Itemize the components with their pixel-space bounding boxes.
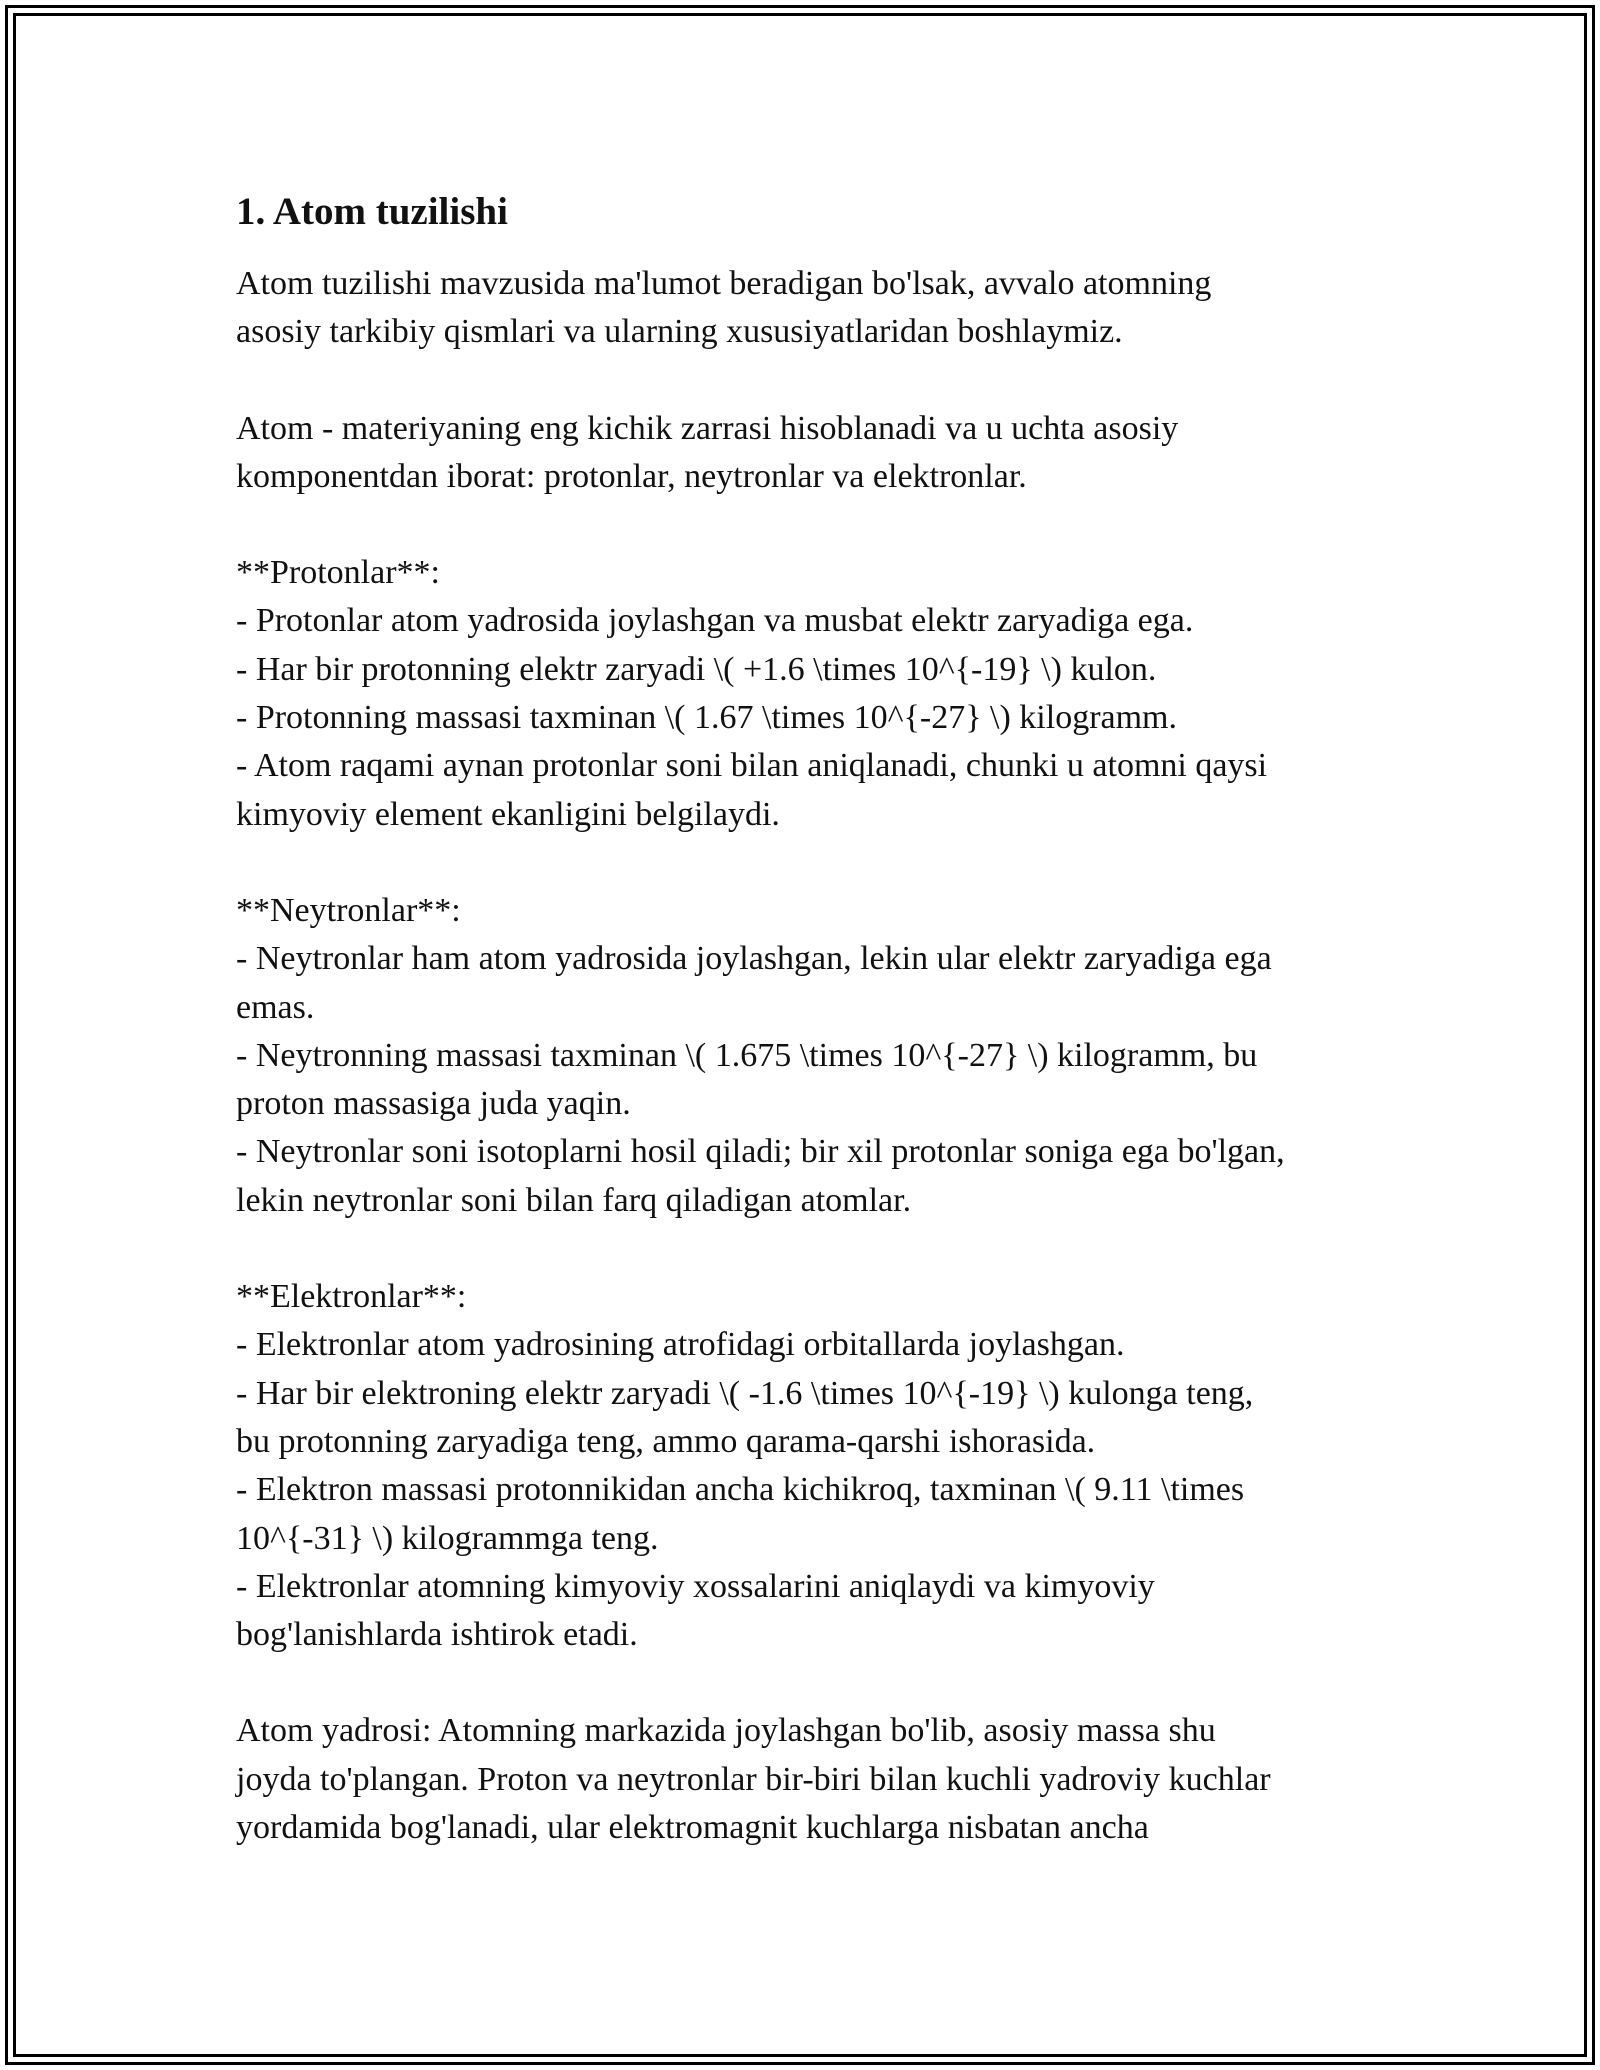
document-body bbox=[236, 186, 1376, 1852]
nucleus-paragraph: Atom yadrosi: Atomning markazida joylashgan bo'lib, asosiy massa shu joyda to'plangan. Proton va neytronlar bir-biri bilan kuchli yadroviy kuchlar yordamida bog'lanadi, ular elektromagnit kuchlarga nisbatan ancha bbox=[236, 1712, 1271, 1847]
atom-definition-paragraph: Atom - materiyaning eng kichik zarrasi hisoblanadi va u uchta asosiy komponentdan iborat: protonlar, neytronlar va elektronlar. bbox=[236, 409, 1179, 495]
neutrons-section: **Neytronlar**: - Neytronlar ham atom yadrosida joylashgan, lekin ular elektr zaryadiga ega emas. - Neytronning massasi taxminan \( 1.675 \times 10^{-27} \) kilogramm, bu proton massasiga juda yaqin. - Neytronlar soni isotoplarni hosil qiladi; bir xil protonlar soniga ega bo'lgan, lekin neytronlar soni bilan farq qiladigan atomlar. bbox=[236, 891, 1285, 1219]
intro-paragraph: Atom tuzilishi mavzusida ma'lumot beradigan bo'lsak, avvalo atomning asosiy tarkibiy qismlari va ularning xususiyatlaridan boshlaymiz. bbox=[236, 265, 1212, 351]
electrons-section: **Elektronlar**: - Elektronlar atom yadrosining atrofidagi orbitallarda joylashgan. - Har bir elektroning elektr zaryadi \( -1.6 \times 10^{-19} \) kulonga teng, bu protonning zaryadiga teng, ammo qarama-qarshi ishorasida. - Elektron massasi protonnikidan ancha kichikroq, taxminan \( 9.11 \times 10^{-31} \) kilogrammga teng. - Elektronlar atomning kimyoviy xossalarini aniqlaydi va kimyoviy bog'lanishlarda ishtirok etadi. bbox=[236, 1278, 1254, 1654]
protons-section: **Protonlar**: - Protonlar atom yadrosida joylashgan va musbat elektr zaryadiga ega. - Har bir protonning elektr zaryadi \( +1.6 \times 10^{-19} \) kulon. - Protonning massasi taxminan \( 1.67 \times 10^{-27} \) kilogramm. - Atom raqami aynan protonlar soni bilan aniqlanadi, chunki u atomni qaysi kimyoviy element ekanligini belgilaydi. bbox=[236, 554, 1268, 833]
document-title: 1. Atom tuzilishi bbox=[236, 190, 508, 233]
